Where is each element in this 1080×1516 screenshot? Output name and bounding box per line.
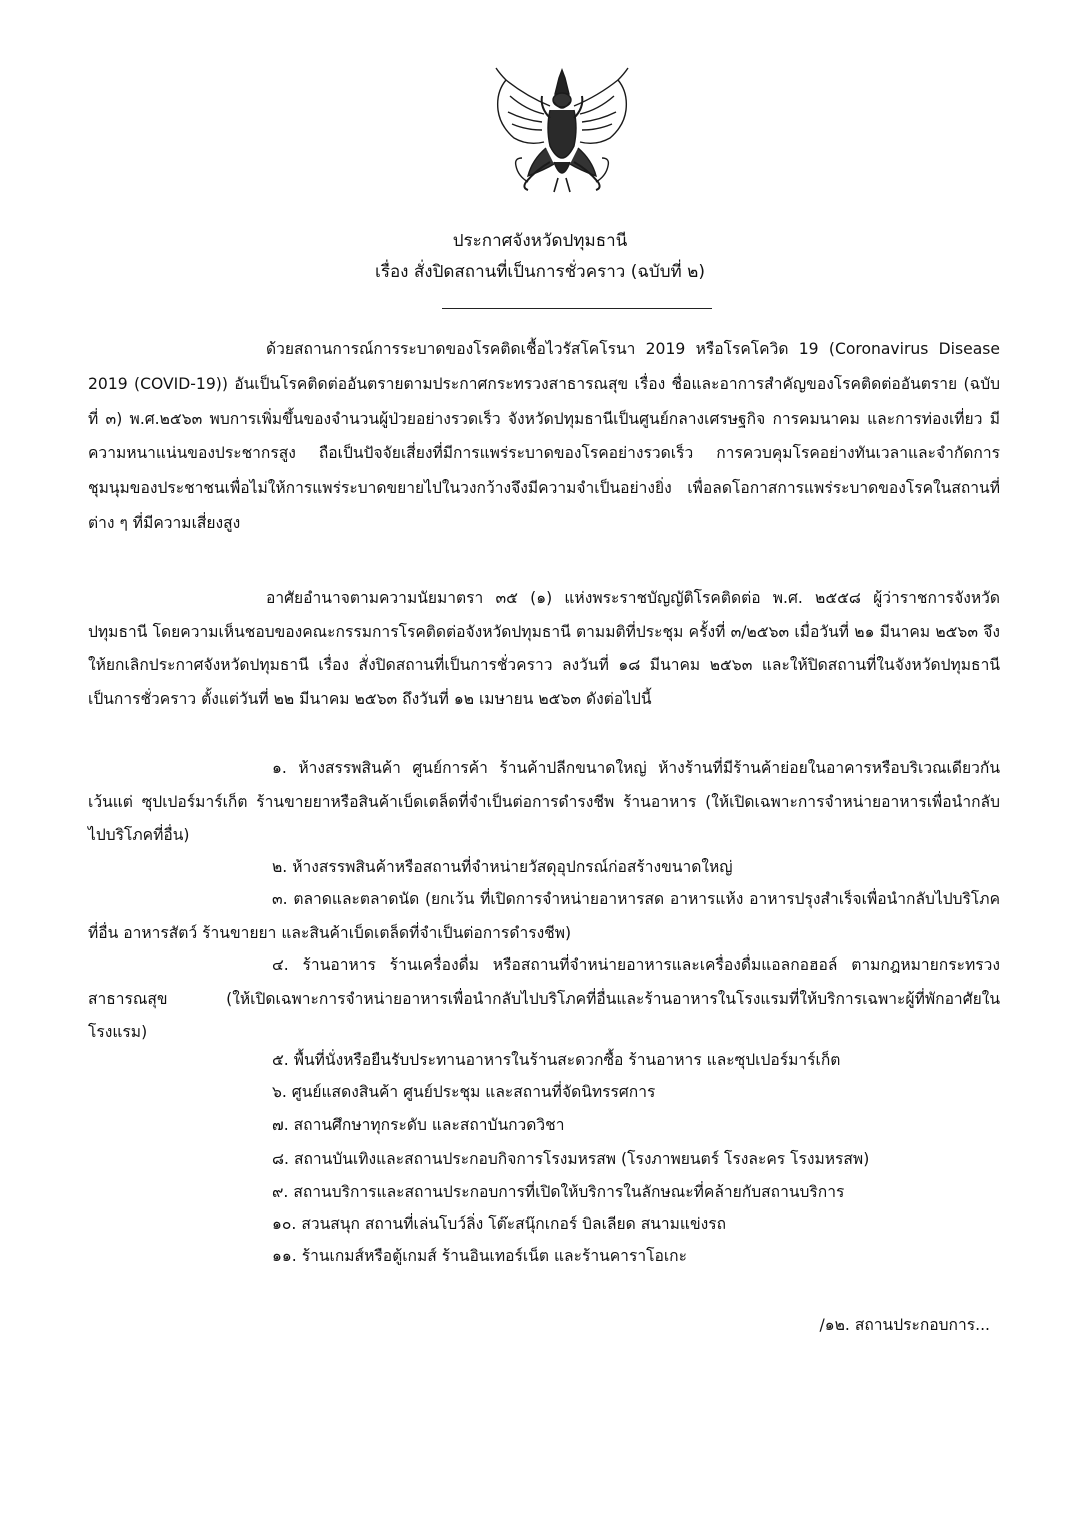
list-item-5: ๕. พื้นที่นั่งหรือยืนรับประทานอาหารในร้านสะดวกซื้อ ร้านอาหาร และซุปเปอร์มาร์เก็ต <box>272 1051 841 1069</box>
page-continuation: /๑๒. สถานประกอบการ... <box>819 1316 990 1334</box>
list-item-4: ๔. ร้านอาหาร ร้านเครื่องดื่ม หรือสถานที่จำหน่ายอาหารและเครื่องดื่มแอลกอฮอล์ ตามกฎหมายกระทรวงสาธารณสุข (ให้เปิดเฉพาะการจำหน่ายอาหารเพื่อนำกลับไปบริโภคที่อื่นและร้านอาหารในโรงแรมที่ให้บริการเฉพาะผู้ที่พักอาศัยในโรงแรม) <box>88 956 1000 1041</box>
paragraph-authority: อาศัยอำนาจตามความนัยมาตรา ๓๕ (๑) แห่งพระราชบัญญัติโรคติดต่อ พ.ศ. ๒๕๕๘ ผู้ว่าราชการจังหวัดปทุมธานี โดยความเห็นชอบของคณะกรรมการโรคติดต่อจังหวัดปทุมธานี ตามมติที่ประชุม ครั้งที่ ๓/๒๕๖๓ เมื่อวันที่ ๒๑ มีนาคม ๒๕๖๓ จึงให้ยกเลิกประกาศจังหวัดปทุมธานี เรื่อง สั่งปิดสถานที่เป็นการชั่วคราว ลงวันที่ ๑๘ มีนาคม ๒๕๖๓ และให้ปิดสถานที่ในจังหวัดปทุมธานีเป็นการชั่วคราว ตั้งแต่วันที่ ๒๒ มีนาคม ๒๕๖๓ ถึงวันที่ ๑๒ เมษายน ๒๕๖๓ ดังต่อไปนี้ <box>88 589 1000 708</box>
title-divider <box>442 308 712 309</box>
announcement-subject: เรื่อง สั่งปิดสถานที่เป็นการชั่วคราว (ฉบับที่ ๒) <box>375 262 705 282</box>
list-item-9: ๙. สถานบริการและสถานประกอบการที่เปิดให้บริการในลักษณะที่คล้ายกับสถานบริการ <box>272 1183 845 1201</box>
garuda-emblem-icon <box>488 66 636 196</box>
list-item-11: ๑๑. ร้านเกมส์หรือตู้เกมส์ ร้านอินเทอร์เน็ต และร้านคาราโอเกะ <box>272 1247 687 1265</box>
list-item-3: ๓. ตลาดและตลาดนัด (ยกเว้น ที่เปิดการจำหน่ายอาหารสด อาหารแห้ง อาหารปรุงสำเร็จเพื่อนำกลับไปบริโภคที่อื่น อาหารสัตว์ ร้านขายยา และสินค้าเบ็ดเตล็ดที่จำเป็นต่อการดำรงชีพ) <box>88 890 1000 942</box>
list-item-10: ๑๐. สวนสนุก สถานที่เล่นโบว์ลิ่ง โต๊ะสนุ๊กเกอร์ บิลเลียด สนามแข่งรถ <box>272 1215 727 1233</box>
list-item-1: ๑. ห้างสรรพสินค้า ศูนย์การค้า ร้านค้าปลีกขนาดใหญ่ ห้างร้านที่มีร้านค้าย่อยในอาคารหรือบริเวณเดียวกัน เว้นแต่ ซุปเปอร์มาร์เก็ต ร้านขายยาหรือสินค้าเบ็ดเตล็ดที่จำเป็นต่อการดำรงชีพ ร้านอาหาร (ให้เปิดเฉพาะการจำหน่ายอาหารเพื่อนำกลับไปบริโภคที่อื่น) <box>88 759 1000 844</box>
list-item-7: ๗. สถานศึกษาทุกระดับ และสถาบันกวดวิชา <box>272 1116 565 1134</box>
list-item-2: ๒. ห้างสรรพสินค้าหรือสถานที่จำหน่ายวัสดุอุปกรณ์ก่อสร้างขนาดใหญ่ <box>272 858 733 876</box>
list-item-8: ๘. สถานบันเทิงและสถานประกอบกิจการโรงมหรสพ (โรงภาพยนตร์ โรงละคร โรงมหรสพ) <box>272 1150 870 1168</box>
list-item-6: ๖. ศูนย์แสดงสินค้า ศูนย์ประชุม และสถานที่จัดนิทรรศการ <box>272 1083 656 1101</box>
announcement-title: ประกาศจังหวัดปทุมธานี <box>452 231 628 251</box>
paragraph-situation: ด้วยสถานการณ์การระบาดของโรคติดเชื้อไวรัสโคโรนา 2019 หรือโรคโควิด 19 (Coronavirus Disease 2019 (COVID-19)) อันเป็นโรคติดต่ออันตรายตามประกาศกระทรวงสาธารณสุข เรื่อง ชื่อและอาการสำคัญของโรคติดต่ออันตราย (ฉบับที่ ๓) พ.ศ.๒๕๖๓ พบการเพิ่มขึ้นของจำนวนผู้ป่วยอย่างรวดเร็ว จังหวัดปทุมธานีเป็นศูนย์กลางเศรษฐกิจ การคมนาคม และการท่องเที่ยว มีความหนาแน่นของประชากรสูง ถือเป็นปัจจัยเสี่ยงที่มีการแพร่ระบาดของโรคอย่างรวดเร็ว การควบคุมโรคอย่างทันเวลาและจำกัดการชุมนุมของประชาชนเพื่อไม่ให้การแพร่ระบาดขยายไปในวงกว้างจึงมีความจำเป็นอย่างยิ่ง เพื่อลดโอกาสการแพร่ระบาดของโรคในสถานที่ต่าง ๆ ที่มีความเสี่ยงสูง <box>88 340 1000 532</box>
